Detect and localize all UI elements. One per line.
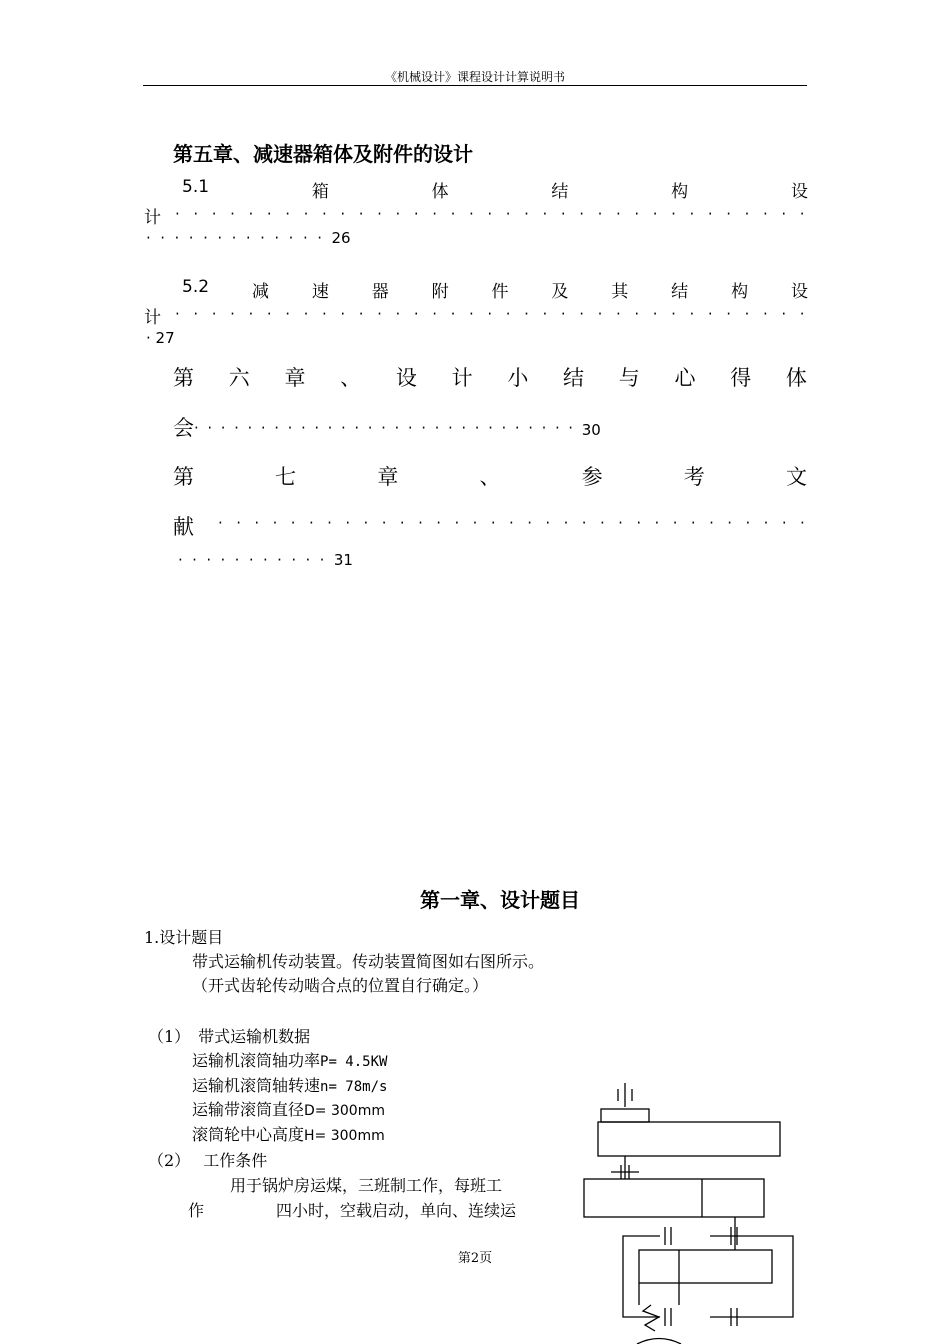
- page-header: 《机械设计》课程设计计算说明书: [384, 70, 565, 84]
- toc-5-1-page: 26: [331, 229, 351, 247]
- param-power: 运输机滚筒轴功率P= 4.5KW: [192, 1051, 388, 1070]
- toc-chapter7-leader-1: · · · · · · · · · · · · · · · · · · · · · · · · · · · · · · · · ·: [218, 514, 805, 532]
- toc-5-1-leader-2: ·············26: [146, 229, 351, 247]
- task-line-2: （开式齿轮传动啮合点的位置自行确定。）: [192, 976, 489, 995]
- toc-chapter5-title: 第五章、减速器箱体及附件的设计: [173, 142, 473, 166]
- header-rule: [143, 85, 807, 86]
- condition-line-2a: 作: [188, 1201, 205, 1220]
- toc-5-2-leader-2: · 27: [146, 329, 175, 347]
- chapter1-title: 第一章、设计题目: [420, 888, 580, 912]
- toc-chapter7: 第 七 章 、 参 考 文: [173, 465, 807, 489]
- toc-5-2-wrap: 计: [144, 308, 161, 328]
- transmission-diagram: [575, 1075, 815, 1344]
- section-1-heading: 1.设计题目: [144, 928, 224, 947]
- item-2-heading: （2） 工作条件: [148, 1151, 268, 1170]
- toc-chapter6: 第 六 章 、 设 计 小 结 与 心 得 体: [173, 366, 807, 390]
- toc-section-5-1: 5.1 箱 体 结 构 设: [182, 177, 808, 202]
- param-height: 滚筒轮中心高度H= 300mm: [192, 1125, 385, 1144]
- toc-5-1-number: 5.1: [182, 177, 210, 197]
- toc-section-5-2: 5.2 减 速 器 附 件 及 其 结 构 设: [182, 277, 808, 302]
- toc-chapter7-leader-2: ···········31: [178, 551, 353, 569]
- condition-line-1: 用于锅炉房运煤，三班制工作，每班工: [230, 1176, 503, 1195]
- page-number: 第2页: [457, 1251, 493, 1266]
- item-1-heading: （1） 带式运输机数据: [148, 1027, 311, 1046]
- toc-5-2-number: 5.2: [182, 277, 210, 297]
- toc-chapter6-page: 30: [581, 421, 601, 439]
- param-diameter: 运输带滚筒直径D= 300mm: [192, 1100, 385, 1119]
- toc-5-2-page: 27: [155, 329, 175, 347]
- task-line-1: 带式运输机传动装置。传动装置简图如右图所示。: [192, 952, 545, 971]
- condition-line-2b: 四小时，空载启动，单向、连续运: [276, 1201, 517, 1220]
- param-speed: 运输机滚筒轴转速n= 78m/s: [192, 1076, 388, 1095]
- toc-5-1-leader-1: · · · · · · · · · · · · · · · · · · · · · · · · · · · · · · · · · · ·: [175, 205, 805, 223]
- toc-chapter7-page: 31: [333, 551, 353, 569]
- toc-chapter7-wrap: 献: [173, 515, 194, 539]
- toc-5-2-leader-1: · · · · · · · · · · · · · · · · · · · · · · · · · · · · · · · · · · ·: [175, 305, 805, 323]
- toc-5-1-wrap: 计: [144, 208, 161, 228]
- toc-chapter6-line2: 会·····························30: [173, 416, 601, 440]
